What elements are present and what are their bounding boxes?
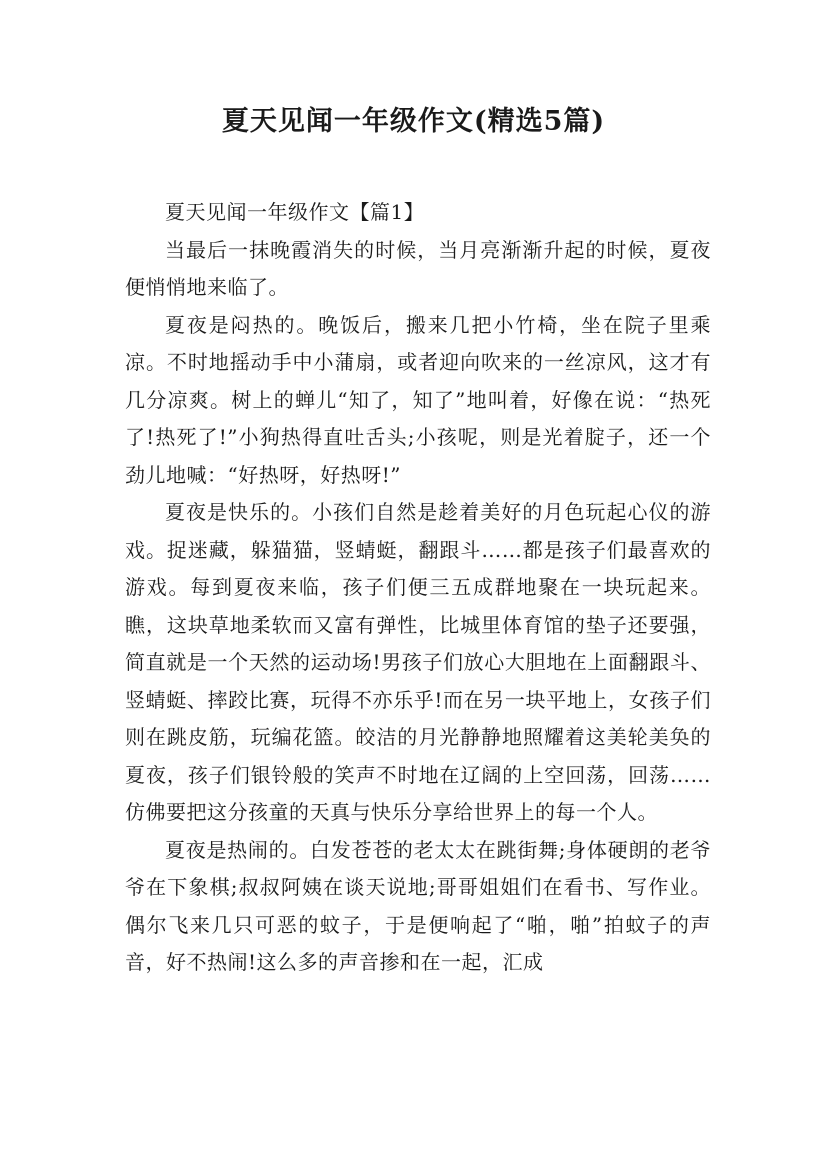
paragraph-3: 夏夜是快乐的。小孩们自然是趁着美好的月色玩起心仪的游戏。捉迷藏，躲猫猫，竖蜻蜓，翻跟斗……都是孩子们最喜欢的游戏。每到夏夜来临，孩子们便三五成群地聚在一块玩起来。瞧，这块草地柔软而又富有弹性，比城里体育馆的垫子还要强，简直就是一个天然的运动场!男孩子们放心大胆地在上面翻跟斗、竖蜻蜓、摔跤比赛，玩得不亦乐乎!而在另一块平地上，女孩子们则在跳皮筋，玩编花篮。皎洁的月光静静地照耀着这美轮美奂的夏夜，孩子们银铃般的笑声不时地在辽阔的上空回荡，回荡……仿佛要把这分孩童的天真与快乐分享给世界上的每一个人。 (125, 500, 711, 824)
paragraph-1: 当最后一抹晚霞消失的时候，当月亮渐渐升起的时候，夏夜便悄悄地来临了。 (125, 237, 711, 299)
paragraph-4: 夏夜是热闹的。白发苍苍的老太太在跳街舞;身体硬朗的老爷爷在下象棋;叔叔阿姨在谈天说地;哥哥姐姐们在看书、写作业。偶尔飞来几只可恶的蚊子，于是便响起了“啪，啪”拍蚊子的声音，好不热闹!这么多的声音掺和在一起，汇成 (125, 837, 711, 974)
document-title: 夏天见闻一年级作文(精选5篇) (221, 106, 606, 137)
paragraph-2: 夏夜是闷热的。晚饭后，搬来几把小竹椅，坐在院子里乘凉。不时地摇动手中小蒲扇，或者迎向吹来的一丝凉风，这才有几分凉爽。树上的蝉儿“知了，知了”地叫着，好像在说：“热死了!热死了!”小狗热得直吐舌头;小孩呢，则是光着腚子，还一个劲儿地喊：“好热呀，好热呀!” (125, 312, 711, 487)
document-body (125, 194, 711, 982)
section-heading: 夏天见闻一年级作文【篇1】 (165, 200, 425, 224)
